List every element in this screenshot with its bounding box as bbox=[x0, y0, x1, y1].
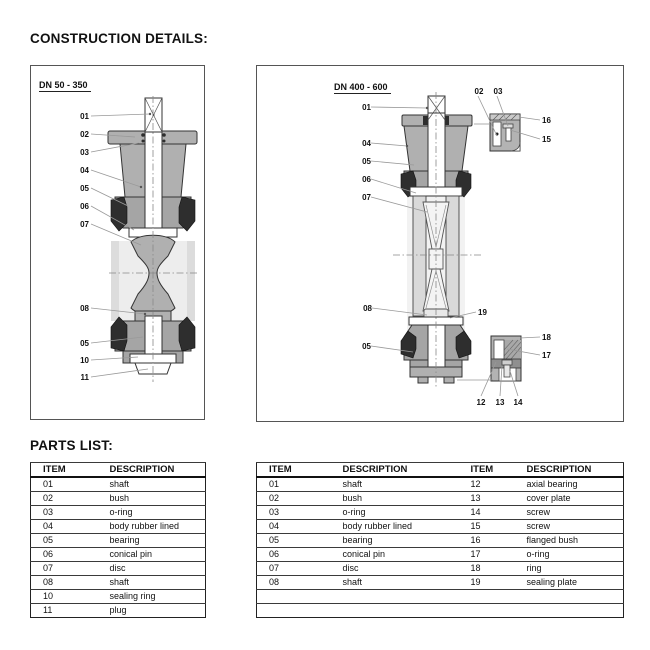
callout-14: 14 bbox=[513, 398, 523, 407]
table-row bbox=[257, 548, 624, 562]
table-row bbox=[31, 477, 206, 492]
desc-cell-2: screw bbox=[515, 520, 624, 534]
item-cell: 03 bbox=[31, 506, 98, 520]
callout-03: 03 bbox=[80, 148, 89, 157]
item-cell: 02 bbox=[257, 492, 331, 506]
construction-details-title: CONSTRUCTION DETAILS: bbox=[30, 31, 208, 46]
callout-02: 02 bbox=[474, 87, 484, 96]
callout-06: 06 bbox=[362, 175, 371, 184]
callout-01: 01 bbox=[80, 112, 89, 121]
table-row bbox=[257, 576, 624, 590]
item-cell-2 bbox=[459, 604, 515, 618]
item-cell: 01 bbox=[31, 477, 98, 492]
callout-18: 18 bbox=[542, 333, 551, 342]
callout-01: 01 bbox=[362, 103, 371, 112]
item-cell: 08 bbox=[257, 576, 331, 590]
item-cell: 04 bbox=[31, 520, 98, 534]
table-row bbox=[31, 590, 206, 604]
desc-cell bbox=[331, 604, 459, 618]
parts-list-title: PARTS LIST: bbox=[30, 438, 113, 453]
desc-cell: shaft bbox=[331, 477, 459, 492]
desc-cell: bearing bbox=[98, 534, 206, 548]
table-row bbox=[257, 477, 624, 492]
callout-05: 05 bbox=[80, 184, 89, 193]
table-row bbox=[31, 548, 206, 562]
dn50-350-diagram-panel bbox=[30, 65, 205, 420]
desc-cell: bush bbox=[331, 492, 459, 506]
callout-10: 10 bbox=[80, 356, 89, 365]
callout-08: 08 bbox=[363, 304, 372, 313]
desc-cell-2 bbox=[515, 590, 624, 604]
description-header: DESCRIPTION bbox=[331, 463, 459, 478]
desc-cell: body rubber lined bbox=[98, 520, 206, 534]
item-header-2: ITEM bbox=[459, 463, 515, 478]
callout-07: 07 bbox=[362, 193, 371, 202]
table-row bbox=[257, 520, 624, 534]
item-cell-2 bbox=[459, 590, 515, 604]
parts-table-dn400-600 bbox=[256, 462, 624, 618]
table-row bbox=[31, 562, 206, 576]
callout-05b: 05 bbox=[80, 339, 89, 348]
item-cell-2: 17 bbox=[459, 548, 515, 562]
dn400-600-range-label: DN 400 - 600 bbox=[334, 82, 391, 94]
item-cell-2: 19 bbox=[459, 576, 515, 590]
desc-cell-2: axial bearing bbox=[515, 477, 624, 492]
table-row bbox=[257, 562, 624, 576]
table-row bbox=[31, 506, 206, 520]
item-cell bbox=[257, 590, 331, 604]
desc-cell: conical pin bbox=[98, 548, 206, 562]
item-cell-2: 13 bbox=[459, 492, 515, 506]
table-row-empty bbox=[257, 604, 624, 618]
table-row bbox=[31, 492, 206, 506]
table-row bbox=[257, 506, 624, 520]
table-row bbox=[31, 534, 206, 548]
item-cell: 04 bbox=[257, 520, 331, 534]
desc-cell-2: sealing plate bbox=[515, 576, 624, 590]
desc-cell-2 bbox=[515, 604, 624, 618]
callout-12: 12 bbox=[476, 398, 486, 407]
callout-15: 15 bbox=[542, 135, 551, 144]
desc-cell: o-ring bbox=[98, 506, 206, 520]
table-row bbox=[31, 576, 206, 590]
desc-cell-2: o-ring bbox=[515, 548, 624, 562]
table-row bbox=[257, 492, 624, 506]
desc-cell: disc bbox=[98, 562, 206, 576]
parts-table-dn50-350 bbox=[30, 462, 206, 618]
desc-cell-2: flanged bush bbox=[515, 534, 624, 548]
item-cell-2: 15 bbox=[459, 520, 515, 534]
item-header: ITEM bbox=[257, 463, 331, 478]
item-cell: 02 bbox=[31, 492, 98, 506]
item-cell: 05 bbox=[257, 534, 331, 548]
item-cell-2: 12 bbox=[459, 477, 515, 492]
callout-06: 06 bbox=[80, 202, 89, 211]
item-cell bbox=[257, 604, 331, 618]
callout-05b: 05 bbox=[362, 342, 371, 351]
item-cell: 07 bbox=[31, 562, 98, 576]
desc-cell: shaft bbox=[331, 576, 459, 590]
table-header-row bbox=[257, 463, 624, 478]
desc-cell: shaft bbox=[98, 477, 206, 492]
desc-cell: conical pin bbox=[331, 548, 459, 562]
callout-03: 03 bbox=[493, 87, 503, 96]
desc-cell-2: cover plate bbox=[515, 492, 624, 506]
callout-07: 07 bbox=[80, 220, 89, 229]
desc-cell: body rubber lined bbox=[331, 520, 459, 534]
item-cell-2: 18 bbox=[459, 562, 515, 576]
description-header: DESCRIPTION bbox=[98, 463, 206, 478]
table-header-row bbox=[31, 463, 206, 478]
dn400-600-valve-drawing bbox=[257, 66, 623, 421]
callout-16: 16 bbox=[542, 116, 551, 125]
desc-cell bbox=[331, 590, 459, 604]
desc-cell: o-ring bbox=[331, 506, 459, 520]
description-header-2: DESCRIPTION bbox=[515, 463, 624, 478]
top-bearing-detail-inset bbox=[490, 114, 520, 151]
table-row bbox=[31, 604, 206, 618]
desc-cell-2: ring bbox=[515, 562, 624, 576]
dn50-350-valve-drawing bbox=[31, 66, 204, 419]
callout-05: 05 bbox=[362, 157, 371, 166]
callout-08: 08 bbox=[80, 304, 89, 313]
item-cell: 05 bbox=[31, 534, 98, 548]
callout-04: 04 bbox=[362, 139, 371, 148]
callout-04: 04 bbox=[80, 166, 89, 175]
item-cell: 06 bbox=[257, 548, 331, 562]
callout-19: 19 bbox=[478, 308, 487, 317]
desc-cell: plug bbox=[98, 604, 206, 618]
table-row bbox=[257, 534, 624, 548]
item-cell: 11 bbox=[31, 604, 98, 618]
dn400-600-diagram-panel bbox=[256, 65, 624, 422]
item-cell: 07 bbox=[257, 562, 331, 576]
callout-13: 13 bbox=[495, 398, 505, 407]
desc-cell: disc bbox=[331, 562, 459, 576]
callout-17: 17 bbox=[542, 351, 551, 360]
table-row-empty bbox=[257, 590, 624, 604]
item-cell: 03 bbox=[257, 506, 331, 520]
item-cell: 01 bbox=[257, 477, 331, 492]
item-cell: 10 bbox=[31, 590, 98, 604]
desc-cell: bearing bbox=[331, 534, 459, 548]
item-cell: 06 bbox=[31, 548, 98, 562]
bottom-bearing-detail-inset bbox=[491, 336, 521, 381]
desc-cell: sealing ring bbox=[98, 590, 206, 604]
desc-cell: shaft bbox=[98, 576, 206, 590]
callout-02: 02 bbox=[80, 130, 89, 139]
item-header: ITEM bbox=[31, 463, 98, 478]
dn50-350-range-label: DN 50 - 350 bbox=[39, 80, 91, 92]
desc-cell-2: screw bbox=[515, 506, 624, 520]
desc-cell: bush bbox=[98, 492, 206, 506]
item-cell-2: 16 bbox=[459, 534, 515, 548]
table-row bbox=[31, 520, 206, 534]
item-cell-2: 14 bbox=[459, 506, 515, 520]
item-cell: 08 bbox=[31, 576, 98, 590]
callout-11: 11 bbox=[80, 373, 89, 382]
